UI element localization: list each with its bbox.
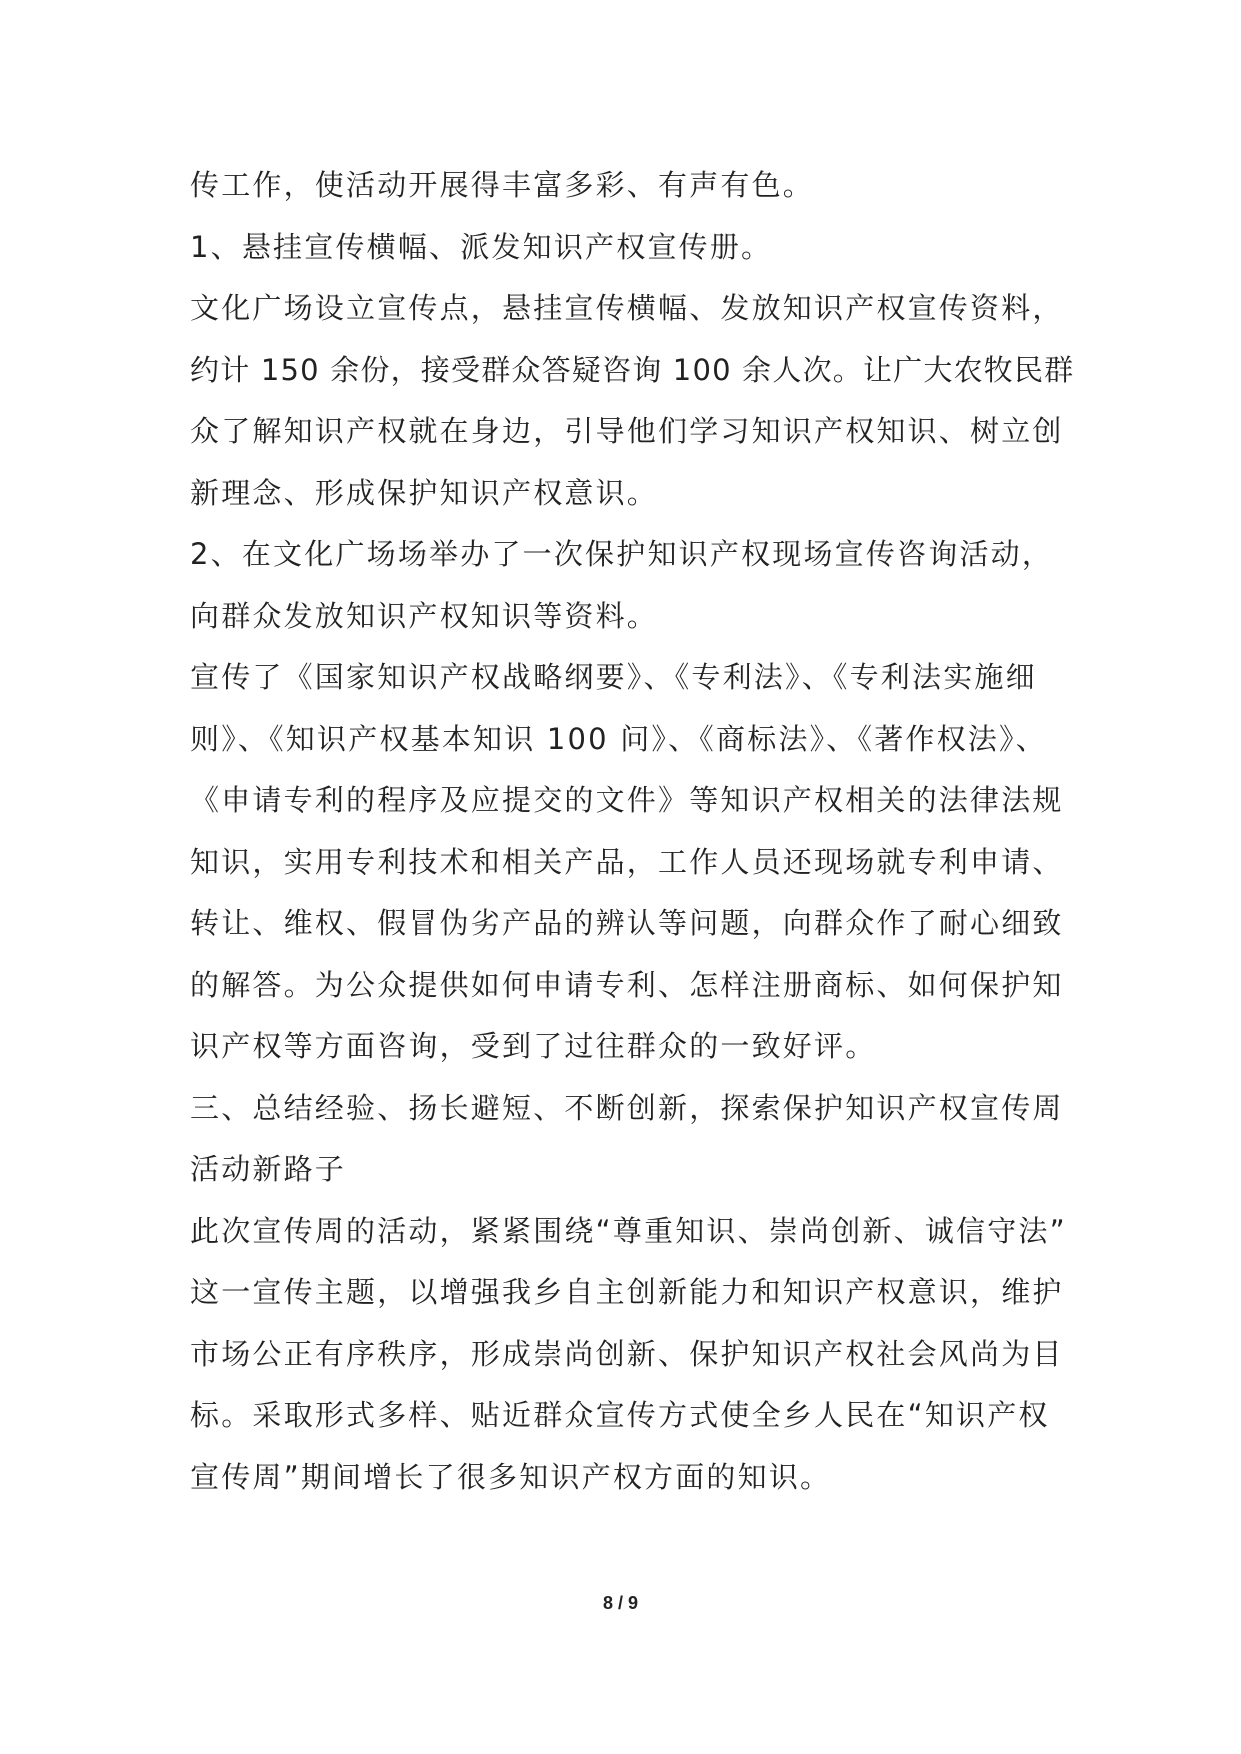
text-line: 新理念、形成保护知识产权意识。 — [190, 475, 659, 510]
text-line: 市场公正有序秩序，形成崇尚创新、保护知识产权社会风尚为目 — [190, 1336, 1064, 1371]
page-number: 8 / 9 — [602, 1593, 639, 1613]
text-line: 标。采取形式多样、贴近群众宣传方式使全乡人民在“知识产权 — [190, 1398, 1050, 1432]
text-line: 识产权等方面咨询，受到了过往群众的一致好评。 — [190, 1029, 877, 1063]
text-line: 则》、《知识产权基本知识 100 问》、《商标法》、《著作权法》、 — [190, 721, 1047, 756]
text-line: 此次宣传周的活动，紧紧围绕“尊重知识、崇尚创新、诚信守法” — [190, 1213, 1067, 1248]
text-line: 的解答。为公众提供如何申请专利、怎样注册商标、如何保护知 — [190, 967, 1064, 1002]
section-heading: 三、总结经验、扬长避短、不断创新，探索保护知识产权宣传周 — [190, 1090, 1064, 1125]
text-line: 宣传周”期间增长了很多知识产权方面的知识。 — [190, 1459, 832, 1494]
text-line: 《申请专利的程序及应提交的文件》等知识产权相关的法律法规 — [190, 783, 1064, 817]
text-line: 传工作，使活动开展得丰富多彩、有声有色。 — [190, 168, 815, 202]
text-line: 宣传了《国家知识产权战略纲要》、《专利法》、《专利法实施细 — [190, 660, 1037, 694]
text-line: 2、在文化广场场举办了一次保护知识产权现场宣传咨询活动， — [190, 537, 1054, 571]
text-line: 文化广场设立宣传点，悬挂宣传横幅、发放知识产权宣传资料， — [190, 291, 1064, 325]
text-line: 约计 150 余份，接受群众答疑咨询 100 余人次。让广大农牧民群 — [190, 352, 1075, 387]
text-line: 转让、维权、假冒伪劣产品的辨认等问题，向群众作了耐心细致 — [190, 906, 1064, 940]
text-line: 知识，实用专利技术和相关产品，工作人员还现场就专利申请、 — [190, 844, 1064, 879]
text-line: 众了解知识产权就在身边，引导他们学习知识产权知识、树立创 — [190, 414, 1064, 448]
body-text — [190, 155, 1080, 1508]
section-heading: 活动新路子 — [190, 1152, 347, 1186]
text-line: 向群众发放知识产权知识等资料。 — [190, 598, 659, 633]
text-line: 1、悬挂宣传横幅、派发知识产权宣传册。 — [190, 229, 773, 264]
text-line: 这一宣传主题，以增强我乡自主创新能力和知识产权意识，维护 — [190, 1275, 1064, 1309]
